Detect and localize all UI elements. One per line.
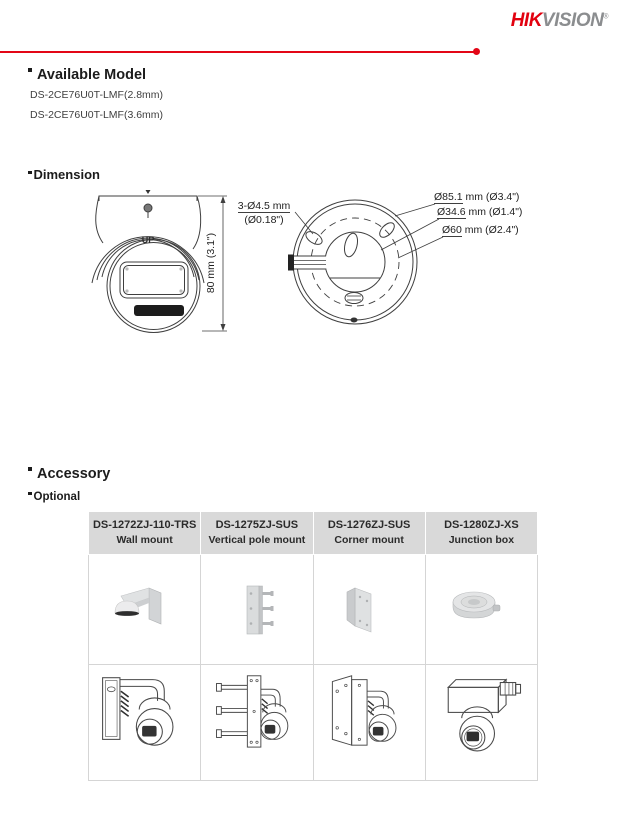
accessory-header-corner-mount — [313, 512, 425, 555]
accessory-table — [88, 511, 538, 781]
model-item: DS-2CE76U0T-LMF(3.6mm) — [30, 109, 164, 121]
accessory-name: Vertical pole mount — [208, 533, 306, 546]
wall-mount-photo — [105, 580, 185, 640]
inner-diameter-label — [437, 206, 522, 218]
accessory-header-vertical-pole-mount — [201, 512, 313, 555]
accessory-heading-text: Accessory — [37, 466, 111, 482]
table-cell — [313, 555, 425, 665]
accessory-model: DS-1276ZJ-SUS — [327, 518, 411, 531]
bullet-square-icon — [28, 492, 32, 496]
dimension-heading — [28, 167, 100, 182]
bolt-circle-diameter-label — [442, 224, 519, 236]
junction-box-camera-drawing — [431, 670, 531, 776]
table-cell — [425, 555, 537, 665]
holes-dimension-inches: (Ø0.18") — [244, 214, 284, 226]
up-marking-label: UP — [141, 235, 155, 245]
accessory-model: DS-1272ZJ-110-TRS — [92, 518, 197, 531]
accessory-drawing-row — [89, 665, 538, 781]
optional-subheading — [28, 491, 80, 503]
height-dimension-label: 80 mm (3.1") — [205, 232, 217, 294]
inner-diameter-value: Ø34.6 — [437, 206, 466, 218]
available-model-heading-text: Available Model — [37, 67, 147, 83]
table-cell — [89, 555, 201, 665]
accessory-heading — [28, 466, 110, 482]
model-list — [30, 88, 163, 128]
dimension-heading-text: Dimension — [33, 167, 100, 182]
table-cell — [89, 665, 201, 781]
accessory-model: DS-1280ZJ-XS — [444, 518, 519, 531]
header-divider-dot — [473, 48, 480, 55]
accessory-table-header-row — [89, 512, 538, 555]
registered-mark: ® — [603, 13, 608, 21]
bolt-circle-diameter-value: Ø60 — [442, 224, 462, 236]
table-cell — [313, 665, 425, 781]
accessory-name: Wall mount — [116, 533, 173, 546]
bolt-circle-diameter-rest: mm (Ø2.4") — [461, 224, 519, 236]
accessory-header-wall-mount — [89, 512, 201, 555]
available-model-heading — [28, 67, 146, 83]
outer-diameter-rest: mm (Ø3.4") — [462, 191, 520, 203]
junction-box-photo — [441, 580, 521, 640]
bullet-square-icon — [28, 467, 32, 471]
header-divider-line — [0, 51, 474, 53]
inner-diameter-rest: mm (Ø1.4") — [465, 206, 523, 218]
vertical-pole-mount-photo — [217, 580, 297, 640]
logo-hik: HIK — [510, 10, 542, 31]
holes-dimension-value: 3-Ø4.5 mm — [237, 200, 291, 212]
outer-diameter-label — [434, 191, 519, 203]
bullet-square-icon — [28, 68, 32, 72]
wall-mount-camera-drawing — [95, 670, 195, 776]
holes-dimension-label — [231, 199, 297, 227]
accessory-header-junction-box — [425, 512, 537, 555]
table-cell — [425, 665, 537, 781]
accessory-photo-row — [89, 555, 538, 665]
optional-subheading-text: Optional — [33, 491, 81, 503]
table-cell — [201, 665, 313, 781]
corner-mount-photo — [329, 580, 409, 640]
table-cell — [201, 555, 313, 665]
outer-diameter-value: Ø85.1 — [434, 191, 463, 203]
vertical-pole-mount-camera-drawing — [207, 670, 307, 776]
accessory-name: Junction box — [448, 533, 515, 546]
accessory-model: DS-1275ZJ-SUS — [215, 518, 299, 531]
hikvision-logo — [511, 10, 608, 32]
logo-vision: VISION — [541, 10, 604, 31]
model-item: DS-2CE76U0T-LMF(2.8mm) — [30, 89, 164, 101]
accessory-name: Corner mount — [334, 533, 404, 546]
corner-mount-camera-drawing — [319, 670, 419, 776]
bullet-square-icon — [28, 171, 32, 175]
